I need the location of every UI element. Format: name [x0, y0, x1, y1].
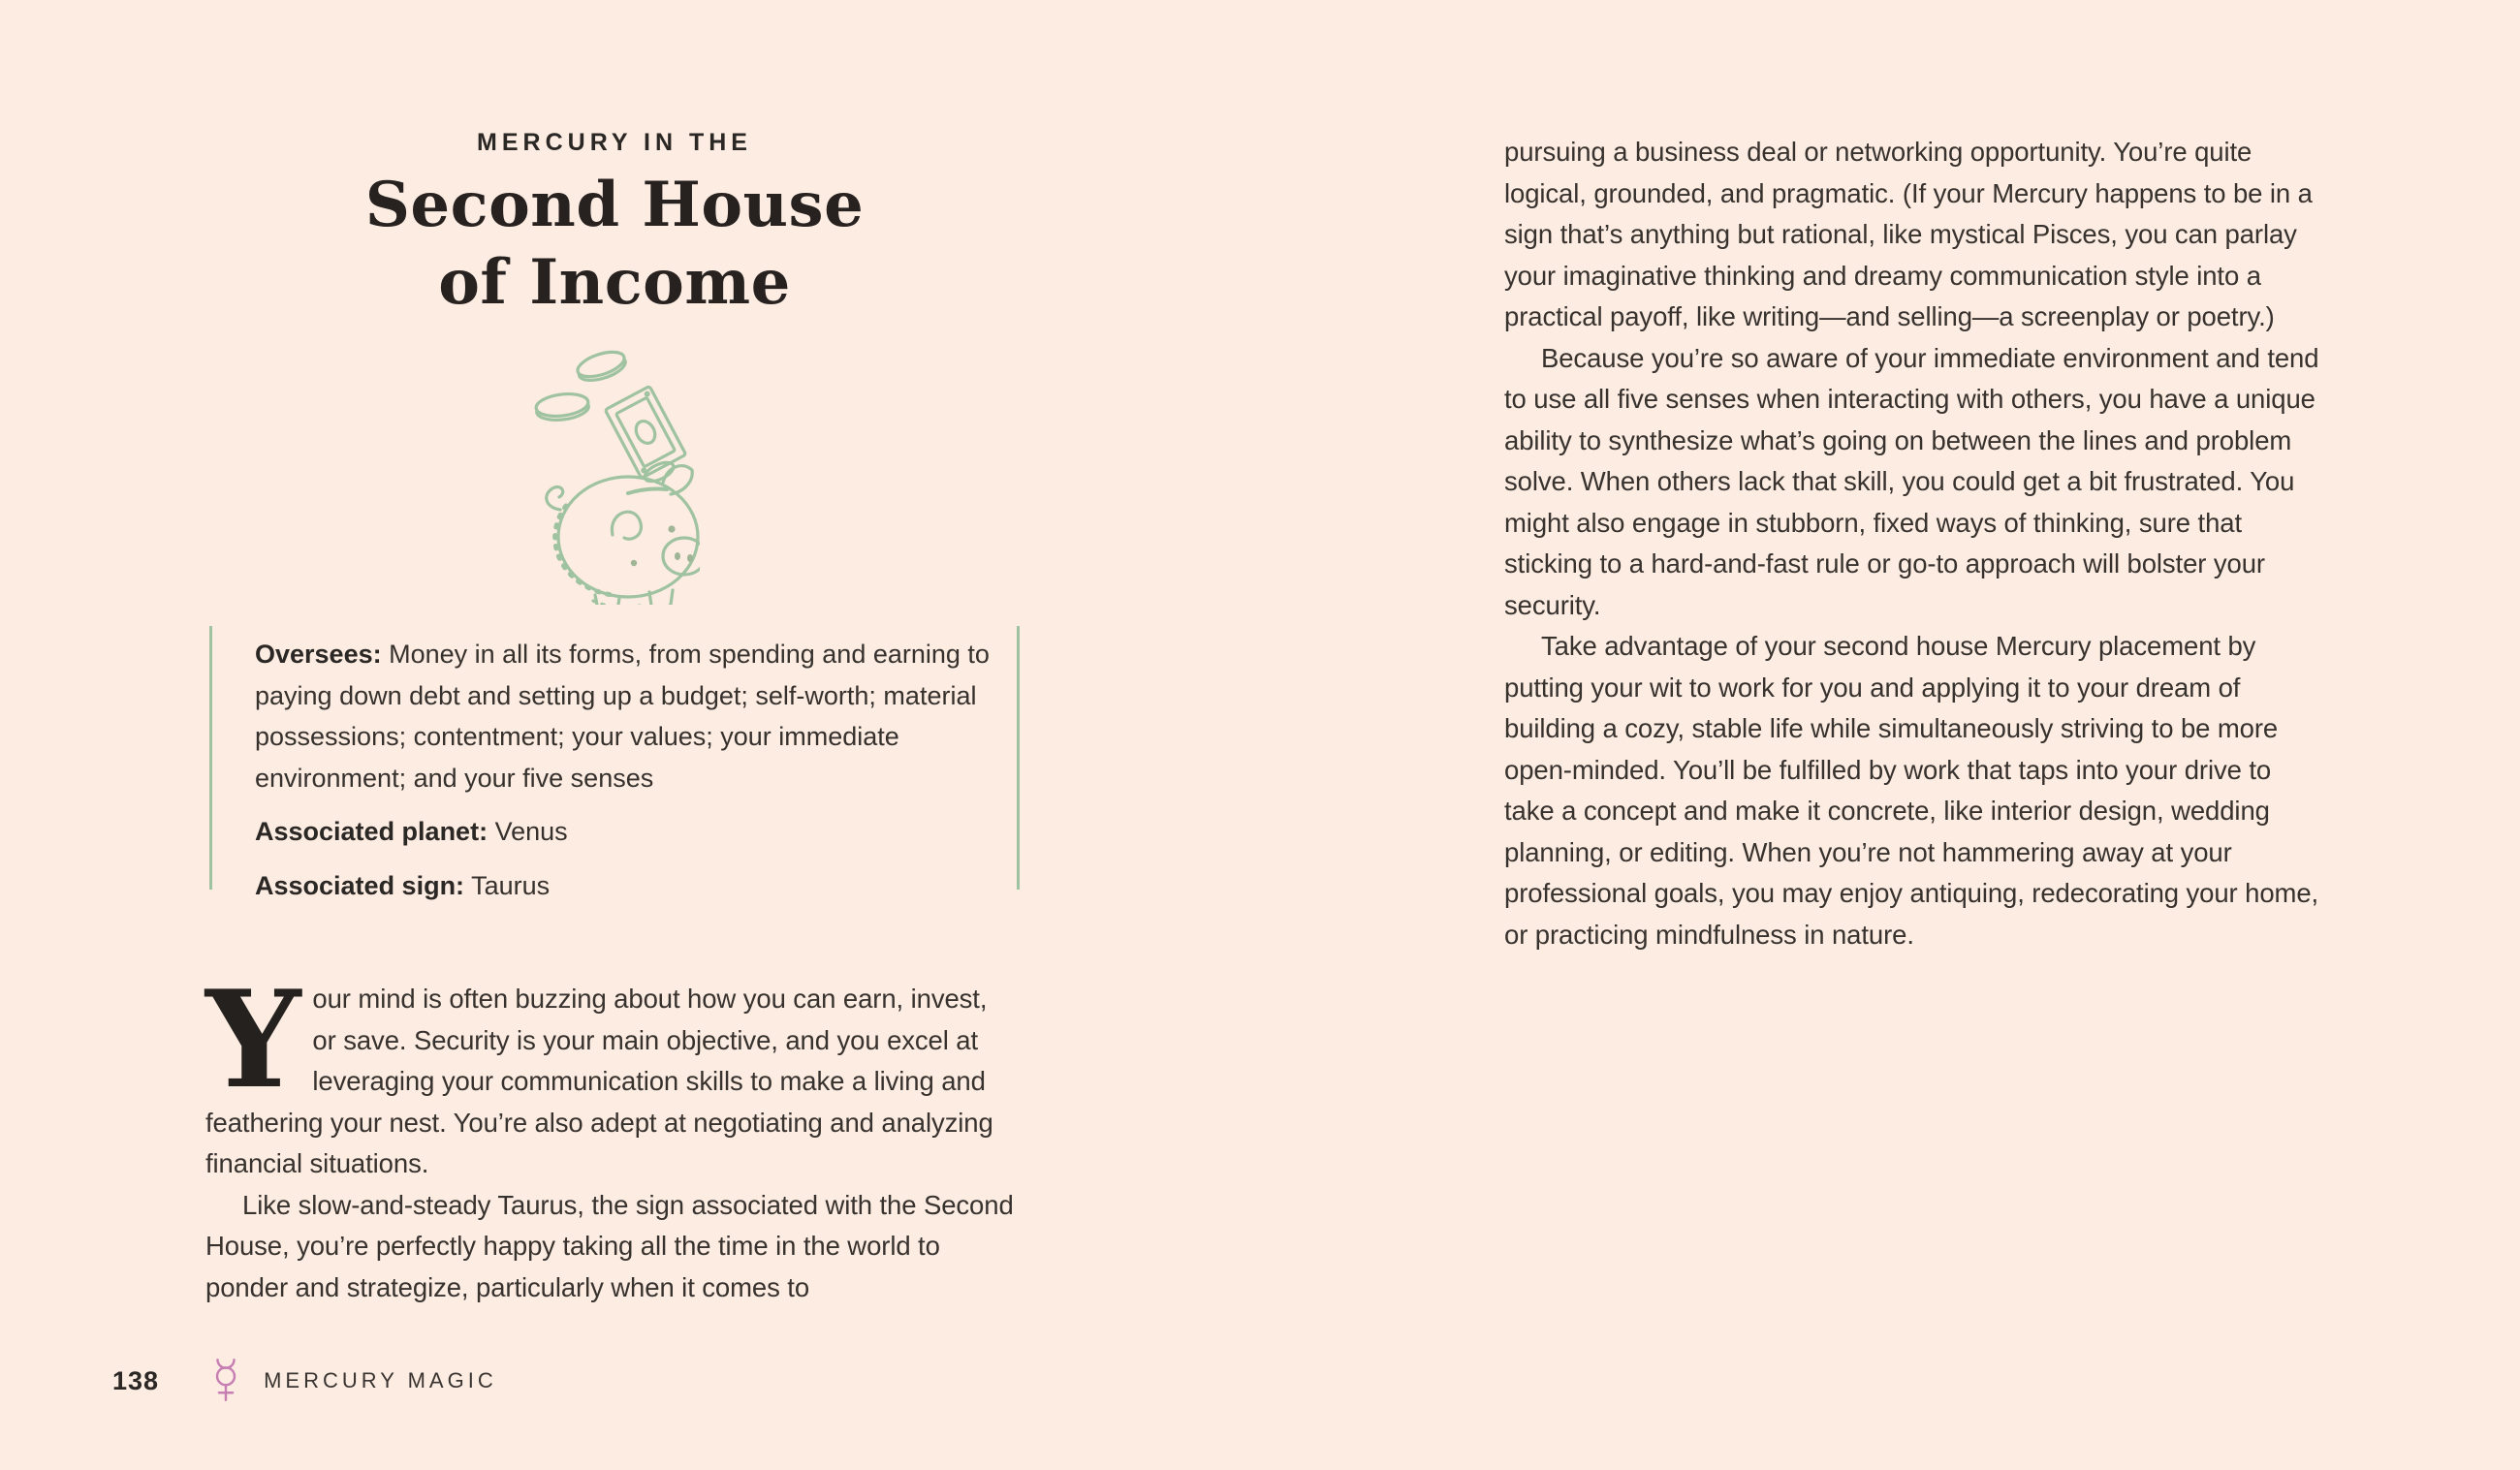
paragraph: Because you’re so aware of your immediate environment and tend to use all five senses when interacting with others, you have a unique ability to synthesize what’s going on between the lines and problem solve. When others lack that skill, you could get a bit frustrated. You might also engage in stubborn, fixed ways of thinking, sure that sticking to a hard-and-fast rule or go-to approach will bolster your security.: [1504, 342, 2319, 620]
associated-planet-value: Venus: [488, 817, 568, 846]
associated-sign-entry: [255, 865, 992, 907]
piggy-bank-icon: [523, 345, 700, 605]
page-title-line2: of Income: [438, 246, 791, 319]
paragraph: [205, 960, 1018, 1185]
right-body-text: [1504, 132, 2323, 955]
paragraph: Take advantage of your second house Mercury placement by putting your wit to work for you and applying it to your dream of building a cozy, stable life while simultaneously striving to be more open-minded. You’ll be fulfilled by work that taps into your drive to take a concept and make it concrete, like interior design, wedding planning, or editing. When you’re not hammering away at your professional goals, you may enjoy antiquing, redecorating your home, or practicing mindfulness in nature.: [1504, 631, 2319, 950]
left-footer: [112, 1355, 497, 1407]
associated-planet-label: Associated planet:: [255, 817, 488, 846]
page-title-line1: Second House: [364, 169, 865, 241]
mercury-symbol-icon: [209, 1357, 242, 1405]
running-head: MERCURY MAGIC: [264, 1368, 497, 1392]
page-number: 138: [112, 1365, 160, 1395]
oversees-text: Money in all its forms, from spending and earning to paying down debt and setting up a budget; self-worth; material possessions; contentment; your values; your immediate environment; and your five senses: [255, 640, 990, 793]
info-box: [209, 626, 1020, 900]
oversees-entry: [255, 634, 992, 798]
page-title: [112, 167, 1117, 322]
drop-cap: Y: [205, 960, 301, 1118]
paragraph-text: our mind is often buzzing about how you can earn, invest, or save. Security is your main objective, and you excel at leveraging your communication skills to make a living and feathering your nest. You’re also adept at negotiating and analyzing financial situations.: [205, 984, 993, 1178]
paragraph: pursuing a business deal or networking opportunity. You’re quite logical, grounded, and pragmatic. (If your Mercury happens to be in a sign that’s anything but rational, like mystical Pisces, you can parlay your imaginative thinking and dreamy communication style into a practical payoff, like writing—and selling—a screenplay or poetry.): [1504, 137, 2313, 331]
associated-planet-entry: [255, 811, 992, 853]
section-kicker: MERCURY IN THE: [477, 129, 752, 156]
paragraph: Like slow-and-steady Taurus, the sign associated with the Second House, you’re perfectly happy taking all the time in the world to ponder and strategize, particularly when it comes to: [205, 1189, 1014, 1302]
piggy-bank-illustration: [523, 345, 700, 605]
oversees-label: Oversees:: [255, 640, 382, 669]
left-body-text: [205, 960, 1018, 1308]
associated-sign-value: Taurus: [464, 870, 551, 900]
associated-sign-label: Associated sign:: [255, 870, 465, 900]
